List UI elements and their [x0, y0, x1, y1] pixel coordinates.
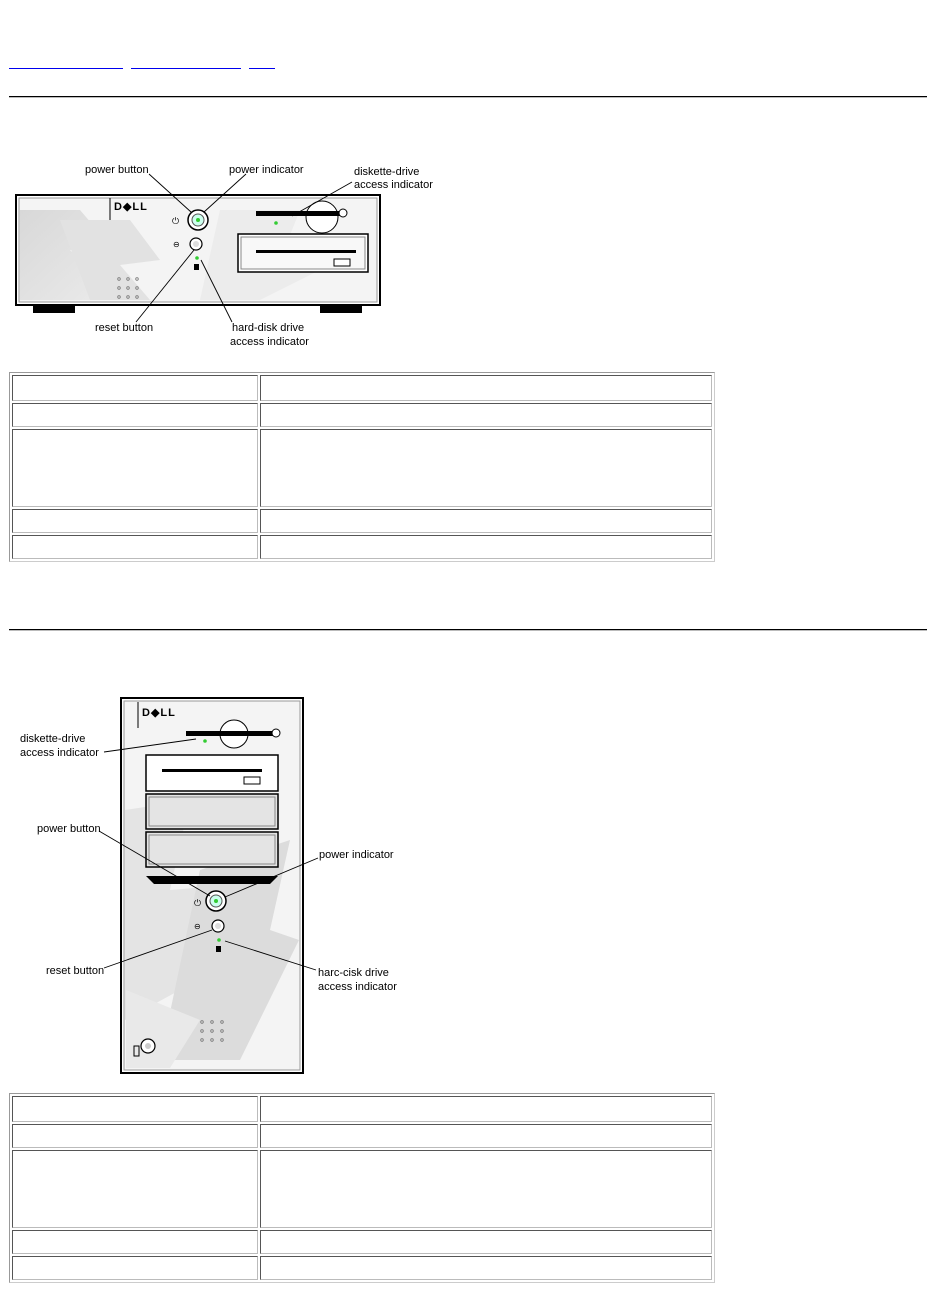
table-cell [260, 1230, 712, 1254]
power-symbol-icon: ⏻ [194, 898, 202, 908]
table-cell [12, 429, 258, 507]
table-cell [260, 1124, 712, 1148]
label-diskette-access: access indicator [354, 179, 433, 191]
table-cell [260, 1150, 712, 1228]
table-cell [12, 1256, 258, 1280]
table-cell [260, 509, 712, 533]
drive-bay-1 [146, 755, 278, 791]
table-row [12, 1150, 712, 1228]
table-row [12, 1256, 712, 1280]
table-cell [12, 375, 258, 401]
table-row [12, 429, 712, 507]
table-cell [260, 535, 712, 559]
table-cell [260, 375, 712, 401]
table-row [12, 375, 712, 401]
desktop-computer-figure [0, 150, 460, 355]
table-cell [260, 429, 712, 507]
label-reset-button: reset button [95, 322, 154, 334]
hard-disk-symbol-icon [216, 946, 221, 952]
label-hard-disk-drive: harc-cisk drive [318, 967, 389, 979]
table-row [12, 509, 712, 533]
nav-link-3[interactable] [249, 56, 275, 69]
label-power-indicator: power indicator [229, 164, 304, 176]
table-row [12, 1230, 712, 1254]
label-hard-disk-access: access indicator [318, 981, 397, 993]
desktop-indicator-table [9, 372, 715, 562]
hard-disk-drive-access-indicator [195, 256, 199, 260]
reset-symbol-icon: ⊖ [173, 240, 180, 249]
power-symbol-icon: ⏻ [172, 216, 180, 226]
table-row [12, 403, 712, 427]
label-power-button: power button [85, 164, 149, 176]
top-nav [9, 56, 275, 72]
svg-text:D◆LL: D◆LL [114, 201, 148, 213]
table-cell [12, 1096, 258, 1122]
table-cell [12, 535, 258, 559]
divider-top [9, 96, 927, 98]
divider-middle [9, 629, 927, 631]
power-button[interactable] [206, 891, 226, 911]
tower-computer-figure [0, 690, 420, 1080]
reset-button[interactable] [190, 238, 202, 250]
label-hard-disk-access: access indicator [230, 336, 309, 348]
table-cell [12, 1150, 258, 1228]
power-button[interactable] [188, 210, 208, 230]
tower-indicator-table [9, 1093, 715, 1283]
reset-button[interactable] [212, 920, 224, 932]
table-cell [12, 509, 258, 533]
drive-bay-3 [146, 832, 278, 867]
table-cell [12, 403, 258, 427]
table-cell [260, 403, 712, 427]
hard-disk-drive-access-indicator [217, 938, 221, 942]
label-diskette-drive: diskette-drive [20, 733, 86, 745]
hard-disk-symbol-icon [194, 264, 199, 270]
label-reset-button: reset button [46, 965, 105, 977]
table-cell [12, 1124, 258, 1148]
table-cell [12, 1230, 258, 1254]
label-diskette-access: access indicator [20, 747, 99, 759]
table-row [12, 1124, 712, 1148]
nav-link-1[interactable] [9, 56, 123, 69]
drive-bay [238, 234, 368, 272]
table-cell [260, 1256, 712, 1280]
label-hard-disk-drive: hard-disk drive [232, 322, 305, 334]
reset-symbol-icon: ⊖ [194, 922, 201, 931]
svg-text:D◆LL: D◆LL [142, 707, 176, 719]
table-row [12, 1096, 712, 1122]
label-diskette-drive: diskette-drive [354, 166, 420, 178]
diskette-drive-access-indicator [274, 221, 278, 225]
label-power-indicator: power indicator [319, 849, 394, 861]
drive-bay-2 [146, 794, 278, 829]
table-row [12, 535, 712, 559]
diskette-drive-access-indicator [203, 739, 207, 743]
table-cell [260, 1096, 712, 1122]
nav-link-2[interactable] [131, 56, 241, 69]
label-power-button: power button [37, 823, 101, 835]
